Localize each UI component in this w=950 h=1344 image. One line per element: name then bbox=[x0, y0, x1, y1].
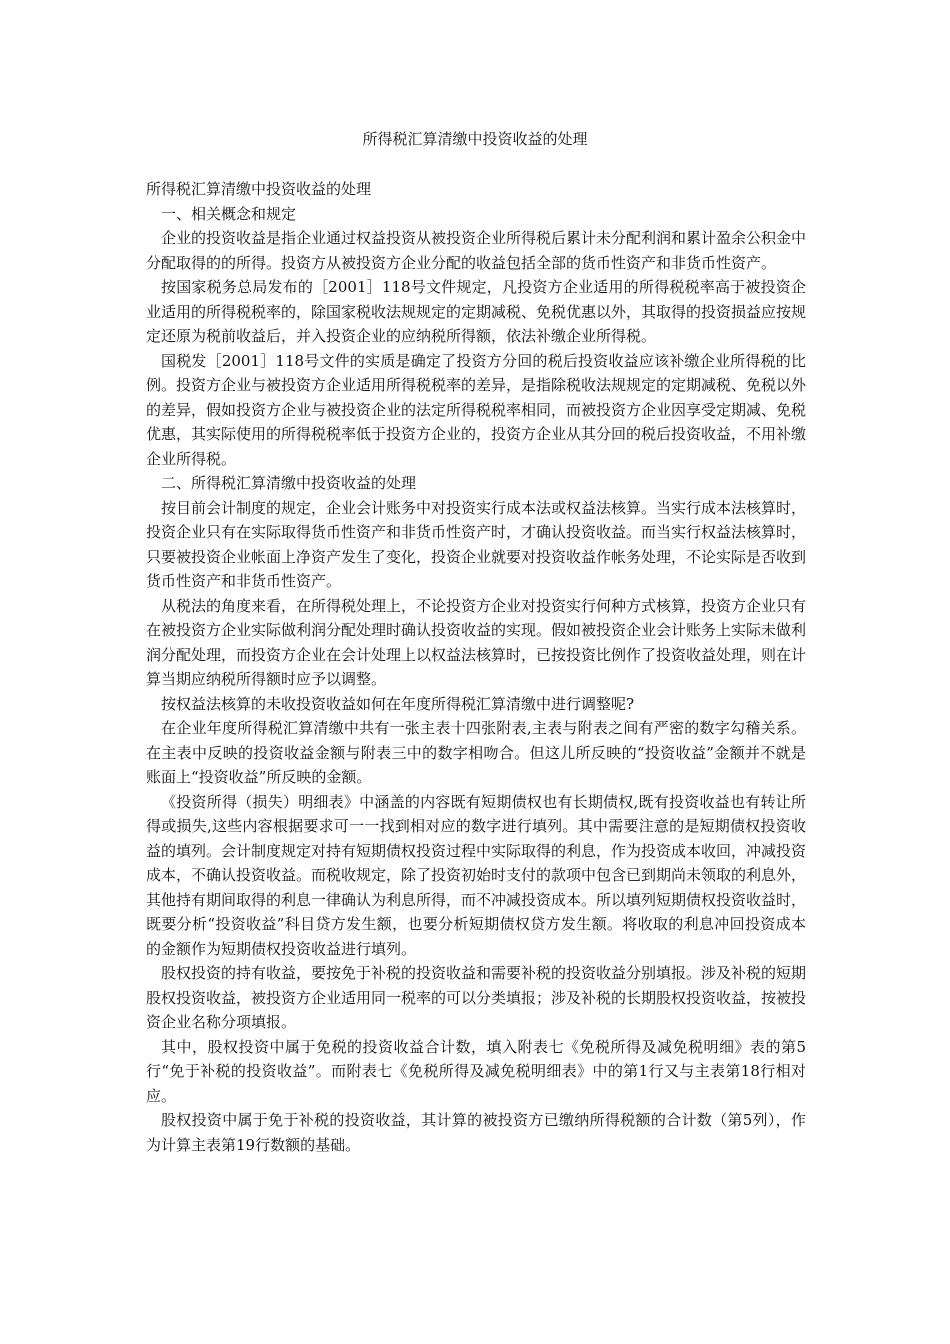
paragraph: 在企业年度所得税汇算清缴中共有一张主表十四张附表,主表与附表之间有严密的数字勾稽关系。在主表中反映的投资收益金额与附表三中的数字相吻合。但这儿所反映的“投资收益”金额并不就是账面上“投资收益”所反映的金额。 bbox=[146, 719, 806, 786]
document-body bbox=[146, 177, 806, 1157]
paragraph: 《投资所得（损失）明细表》中涵盖的内容既有短期债权也有长期债权,既有投资收益也有转让所得或损失,这些内容根据要求可一一找到相对应的数字进行填列。其中需要注意的是短期债权投资收益的填列。会计制度规定对持有短期债权投资过程中实际取得的利息，作为投资成本收回，冲减投资成本，不确认投资收益。而税收规定，除了投资初始时支付的款项中包含已到期尚未领取的利息外，其他持有期间取得的利息一律确认为利息所得，而不冲减投资成本。所以填列短期债权投资收益时，既要分析“投资收益”科目贷方发生额，也要分析短期债权贷方发生额。将收取的利息冲回投资成本的金额作为短期债权投资收益进行填列。 bbox=[146, 792, 807, 958]
paragraph: 从税法的角度来看，在所得税处理上，不论投资方企业对投资实行何种方式核算，投资方企业只有在被投资方企业实际做利润分配处理时确认投资收益的实现。假如被投资企业会计账务上实际未做利润分配处理，而投资方企业在会计处理上以权益法核算时，已按投资比例作了投资收益处理，则在计算当期应纳税所得额时应予以调整。 bbox=[146, 596, 807, 688]
paragraph: 国税发［2001］118号文件的实质是确定了投资方分回的税后投资收益应该补缴企业所得税的比例。投资方企业与被投资方企业适用所得税税率的差异，是指除税收法规规定的定期减税、免税以外的差异，假如投资方企业与被投资企业的法定所得税税率相同，而被投资方企业因享受定期减、免税优惠，其实际使用的所得税税率低于投资方企业的，投资方企业从其分回的税后投资收益，不用补缴企业所得税。 bbox=[146, 351, 807, 468]
paragraph: 按目前会计制度的规定，企业会计账务中对投资实行成本法或权益法核算。当实行成本法核算时，投资企业只有在实际取得货币性资产和非货币性资产时，才确认投资收益。而当实行权益法核算时，只要被投资企业帐面上净资产发生了变化，投资企业就要对投资收益作帐务处理，不论实际是否收到货币性资产和非货币性资产。 bbox=[146, 498, 807, 590]
section-heading: 所得税汇算清缴中投资收益的处理 bbox=[146, 180, 372, 198]
document-title: 所得税汇算清缴中投资收益的处理 bbox=[362, 130, 588, 148]
paragraph: 股权投资中属于免于补税的投资收益，其计算的被投资方已缴纳所得税额的合计数（第5列），作为计算主表第19行数额的基础。 bbox=[146, 1111, 806, 1154]
paragraph: 企业的投资收益是指企业通过权益投资从被投资企业所得税后累计未分配利润和累计盈余公积金中分配取得的的所得。投资方从被投资方企业分配的收益包括全部的货币性资产和非货币性资产。 bbox=[146, 229, 807, 272]
paragraph: 按权益法核算的未收投资收益如何在年度所得税汇算清缴中进行调整呢? bbox=[161, 694, 635, 713]
paragraph: 其中，股权投资中属于免税的投资收益合计数，填入附表七《免税所得及减免税明细》表的第5行“免于补税的投资收益”。而附表七《免税所得及减免税明细表》中的第1行又与主表第18行相对应。 bbox=[146, 1037, 806, 1105]
subsection-heading-2: 二、所得税汇算清缴中投资收益的处理 bbox=[161, 474, 417, 492]
paragraph: 按国家税务总局发布的［2001］118号文件规定，凡投资方企业适用的所得税税率高于被投资企业适用的所得税税率的，除国家税收法规规定的定期减税、免税优惠以外，其取得的投资损益应按规定还原为税前收益后，并入投资企业的应纳税所得额，依法补缴企业所得税。 bbox=[146, 278, 807, 345]
paragraph: 股权投资的持有收益，要按免于补税的投资收益和需要补税的投资收益分别填报。涉及补税的短期股权投资收益，被投资方企业适用同一税率的可以分类填报；涉及补税的长期股权投资收益，按被投资企业名称分项填报。 bbox=[146, 964, 807, 1031]
subsection-heading-1: 一、相关概念和规定 bbox=[161, 204, 297, 223]
